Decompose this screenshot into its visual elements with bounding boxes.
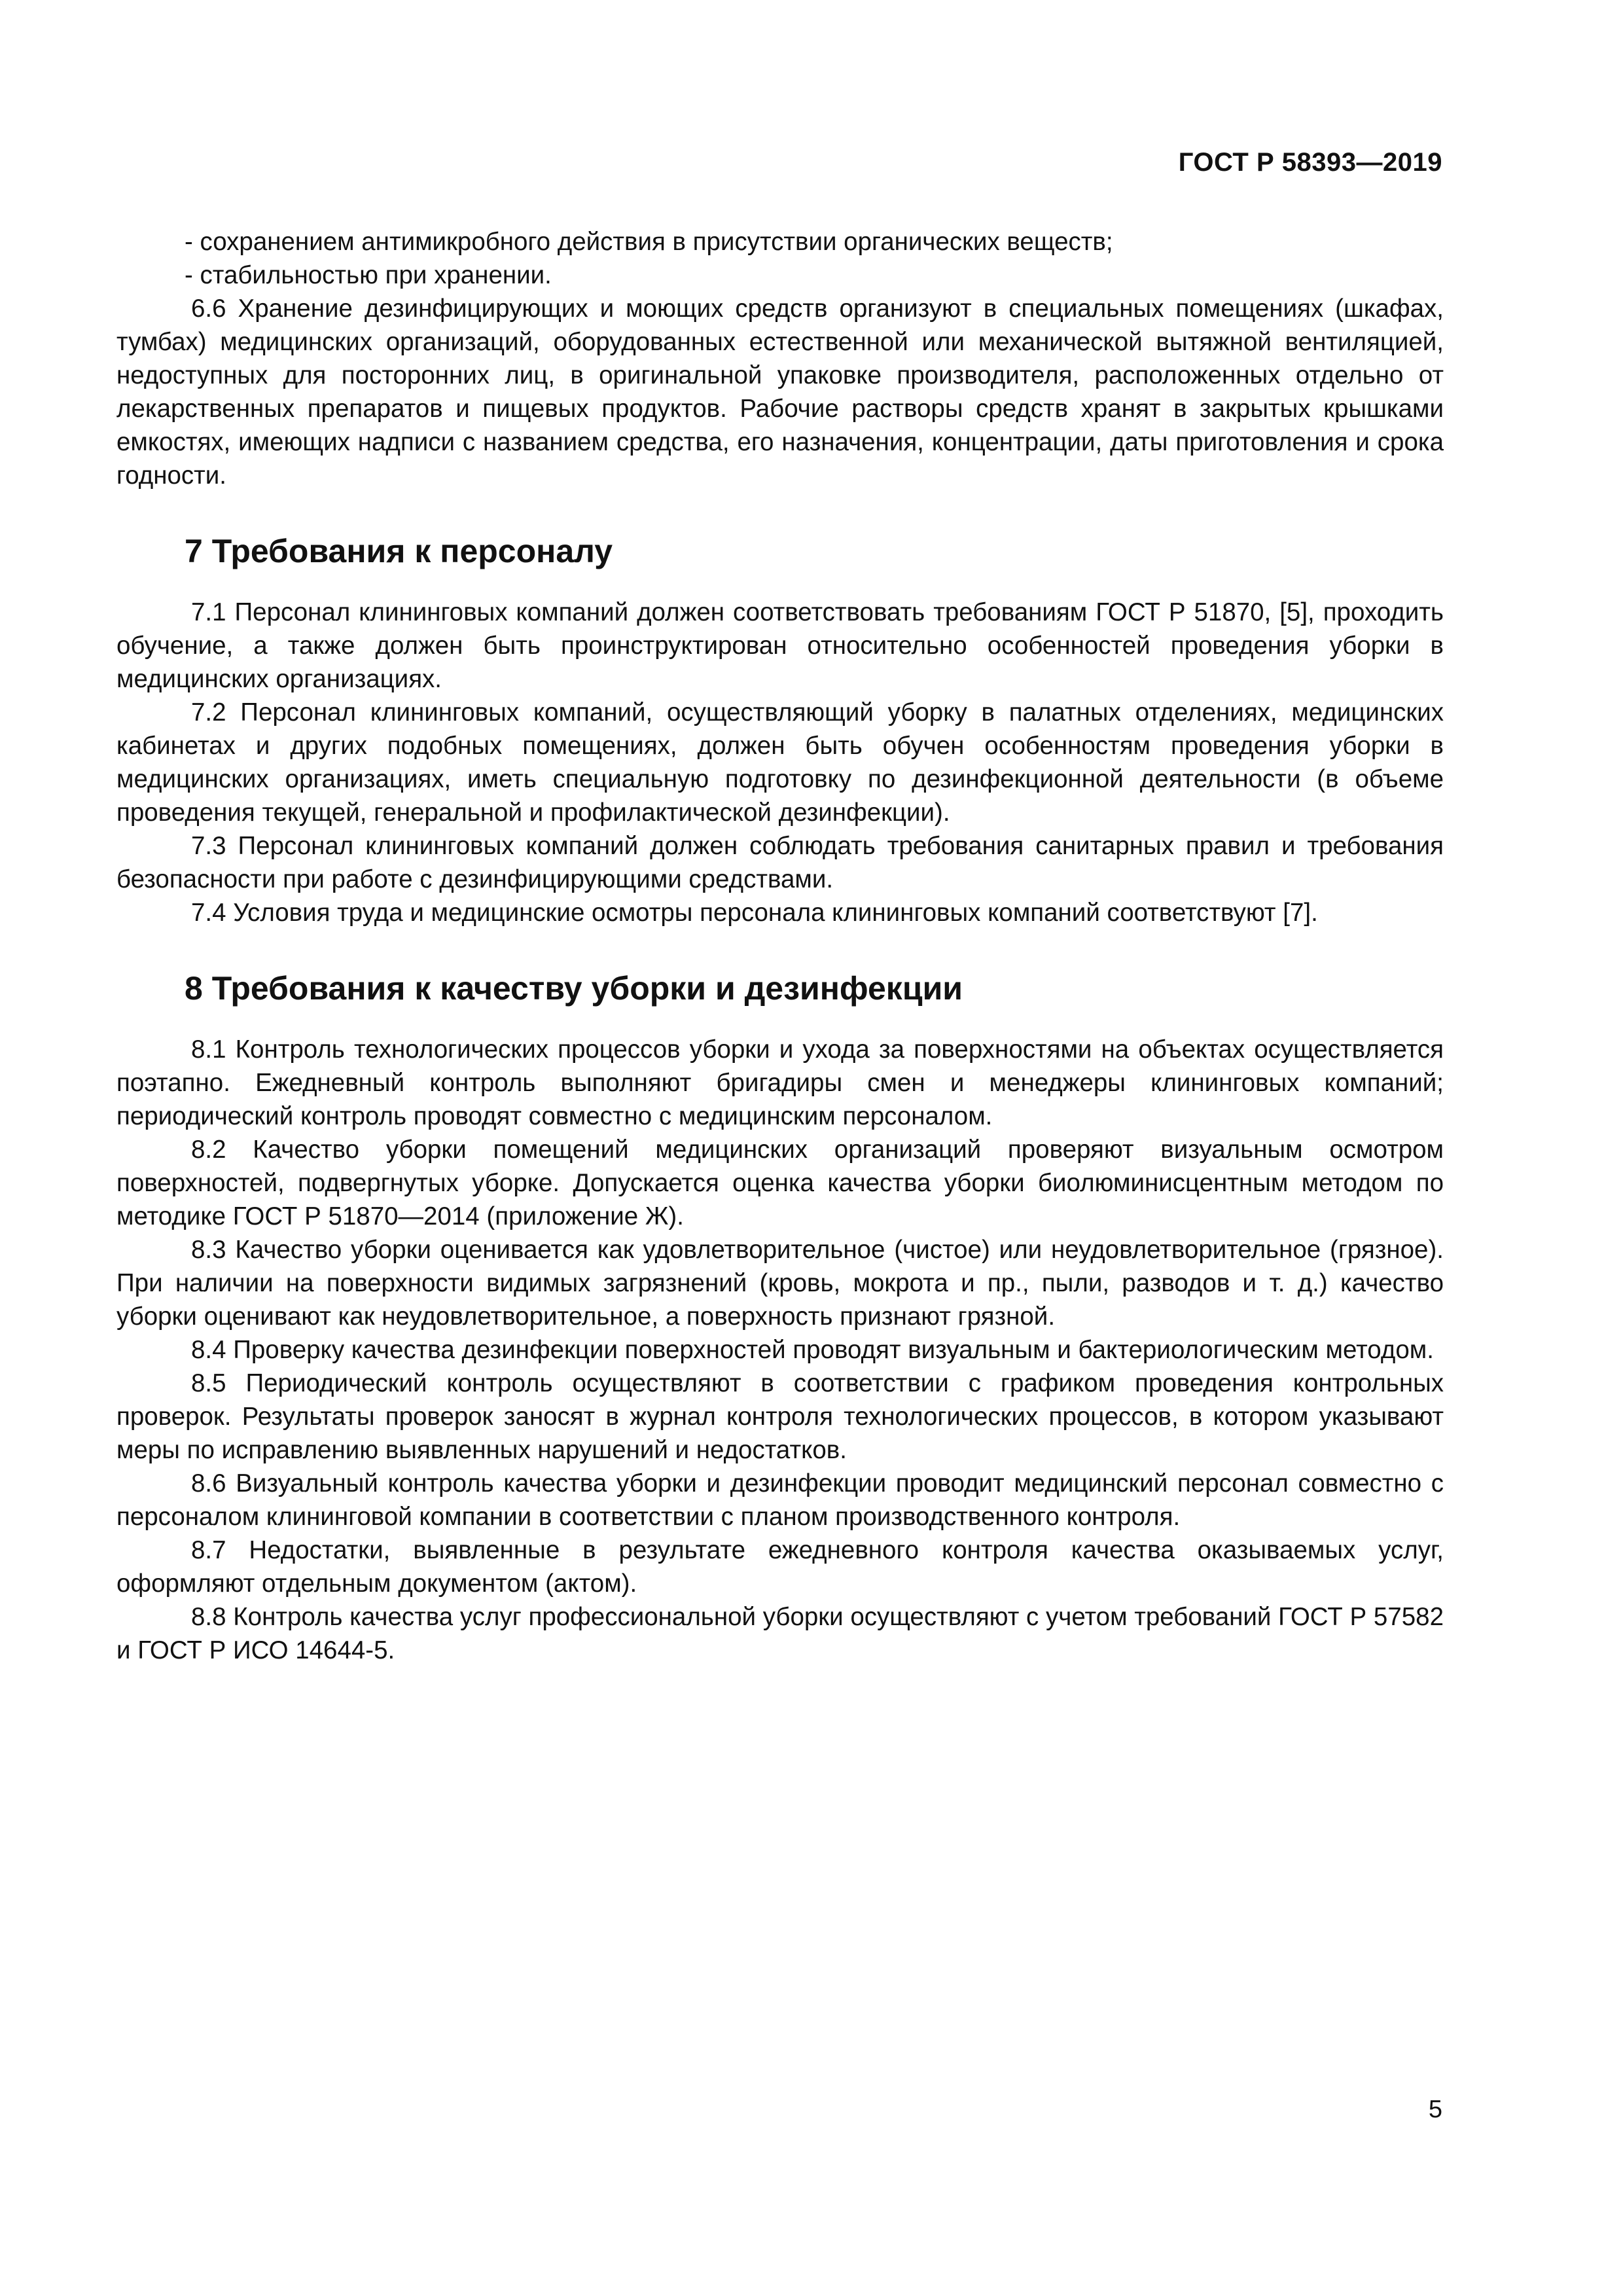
list-item: - сохранением антимикробного действия в присутствии органических веществ; [185,228,1113,256]
paragraph-8-7: 8.7 Недостатки, выявленные в результате ежедневного контроля качества оказываемых услуг, оформляют отдельным документом (актом). [116,1536,1444,1598]
document-code-header: ГОСТ Р 58393—2019 [1178,148,1442,177]
paragraph-8-8: 8.8 Контроль качества услуг профессиональной уборки осуществляют с учетом требований ГОСТ Р 57582 и ГОСТ Р ИСО 14644-5. [116,1603,1444,1664]
section-8-heading: 8 Требования к качеству уборки и дезинфекции [185,970,963,1007]
paragraph-7-2: 7.2 Персонал клининговых компаний, осуществляющий уборку в палатных отделениях, медицинских кабинетах и других подобных помещениях, должен быть обучен особенностям проведения уборки в медицинских организациях, иметь специальную подготовку по дезинфекционной деятельности (в объеме проведения текущей, генеральной и профилактической дезинфекции). [116,698,1444,827]
paragraph-8-2: 8.2 Качество уборки помещений медицинских организаций проверяют визуальным осмотром поверхностей, подвергнутых уборке. Допускается оценка качества уборки биолюминисцентным методом по методике ГОСТ Р 51870—2014 (приложение Ж). [116,1136,1444,1230]
section-7-heading: 7 Требования к персоналу [185,533,613,569]
paragraph-7-3: 7.3 Персонал клининговых компаний должен соблюдать требования санитарных правил и требования безопасности при работе с дезинфицирующими средствами. [116,832,1444,893]
list-item: - стабильностью при хранении. [185,261,552,289]
paragraph-8-6: 8.6 Визуальный контроль качества уборки и дезинфекции проводит медицинский персонал совместно с персоналом клининговой компании в соответствии с планом производственного контроля. [116,1469,1444,1531]
paragraph-8-5: 8.5 Периодический контроль осуществляют в соответствии с графиком проведения контрольных проверок. Результаты проверок заносят в журнал контроля технологических процессов, в котором указывают меры по исправлению выявленных нарушений и недостатков. [116,1369,1444,1464]
paragraph-6-6: 6.6 Хранение дезинфицирующих и моющих средств организуют в специальных помещениях (шкафах, тумбах) медицинских организаций, оборудованных естественной или механической вытяжной вентиляцией, недоступных для посторонних лиц, в оригинальной упаковке производителя, расположенных отдельно от лекарственных препаратов и пищевых продуктов. Рабочие растворы средств хранят в закрытых крышками емкостях, имеющих надписи с названием средства, его назначения, концентрации, даты приготовления и срока годности. [116,295,1444,490]
paragraph-8-1: 8.1 Контроль технологических процессов уборки и ухода за поверхностями на объектах осуществляется поэтапно. Ежедневный контроль выполняют бригадиры смен и менеджеры клининговых компаний; периодический контроль проводят совместно с медицинским персоналом. [116,1035,1444,1130]
document-body [116,225,1444,1667]
paragraph-7-1: 7.1 Персонал клининговых компаний должен соответствовать требованиям ГОСТ Р 51870, [5], проходить обучение, а также должен быть проинструктирован относительно особенностей проведения уборки в медицинских организациях. [116,598,1444,693]
paragraph-8-4: 8.4 Проверку качества дезинфекции поверхностей проводят визуальным и бактериологическим методом. [191,1336,1434,1364]
paragraph-8-3: 8.3 Качество уборки оценивается как удовлетворительное (чистое) или неудовлетворительное (грязное). При наличии на поверхности видимых загрязнений (кровь, мокрота и пр., пыли, разводов и т. д.) качество уборки оценивают как неудовлетворительное, а поверхность признают грязной. [116,1236,1444,1331]
paragraph-7-4: 7.4 Условия труда и медицинские осмотры персонала клининговых компаний соответствуют [7]. [191,899,1318,927]
page-number: 5 [1428,2096,1442,2123]
